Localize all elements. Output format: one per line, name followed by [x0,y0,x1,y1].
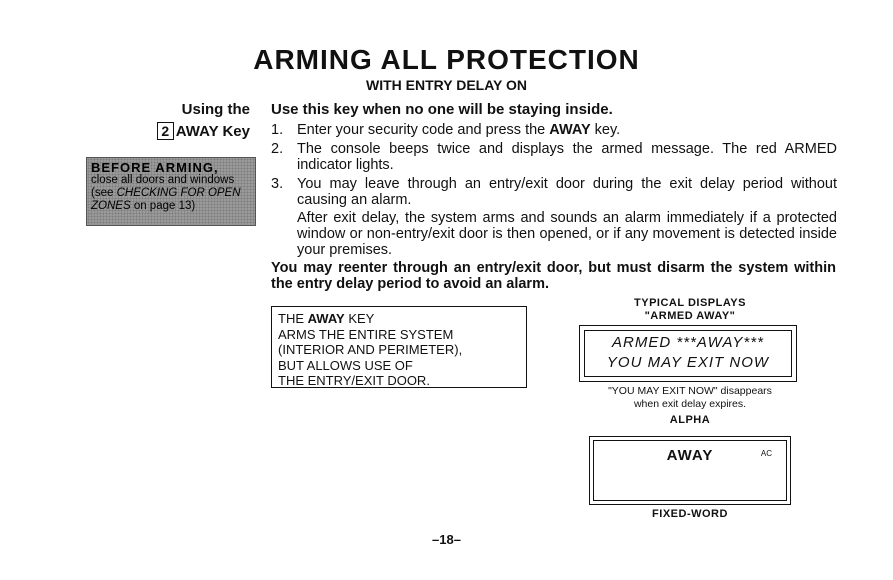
side-heading-using: Using the [181,101,250,118]
reenter-warning: You may reenter through an entry/exit door, but must disarm the system within the entry delay period to avoid an alarm. [271,260,836,292]
after-exit-delay-text: After exit delay, the system arms and sounds an alarm immediately if a protected window or non-entry/exit door is then opened, or if any movement is detected inside your premises. [297,210,837,258]
step-text: The console beeps twice and displays the armed message. The red ARMED indicator lights. [297,141,837,173]
fixed-word-label: FIXED-WORD [652,508,728,520]
fixed-word-display [589,436,791,505]
alpha-note-line2: when exit delay expires. [633,398,747,410]
away-key-line5: THE ENTRY/EXIT DOOR. [278,373,430,388]
intro-text: Use this key when no one will be staying inside. [271,101,613,118]
alpha-note-line1: "YOU MAY EXIT NOW" disappears [608,385,772,397]
before-arming-line3: ZONES on page 13) [91,200,196,212]
armed-away-heading: "ARMED AWAY" [644,310,736,322]
step-number: 3. [271,176,284,192]
side-key-name: AWAY Key [175,122,250,140]
ac-indicator: AC [760,449,772,458]
step-text: You may leave through an entry/exit door during the exit delay period without causing an alarm. [297,176,837,208]
page-number: –18– [432,532,461,547]
step-number: 2. [271,141,284,157]
before-arming-line2: (see CHECKING FOR OPEN [91,187,241,199]
page-title: ARMING ALL PROTECTION [253,44,640,75]
step-text: Enter your security code and press the AWAY key. [297,122,621,138]
before-arming-line1: close all doors and windows [91,174,235,186]
away-key-line4: BUT ALLOWS USE OF [278,357,413,373]
before-arming-heading: BEFORE ARMING, [91,160,219,175]
before-arming-box [86,157,256,226]
away-key-box [271,306,527,388]
typical-displays-heading: TYPICAL DISPLAYS [634,297,746,309]
page-subtitle: WITH ENTRY DELAY ON [365,77,528,93]
side-heading-key [157,122,250,140]
alpha-display-line1: ARMED ***AWAY*** [612,334,764,351]
away-key-line2: ARMS THE ENTIRE SYSTEM [278,326,454,342]
fixed-word-text: AWAY [666,447,714,464]
away-key-line1: THE AWAY KEY [278,311,375,326]
alpha-label: ALPHA [669,414,711,426]
away-key-line3: (INTERIOR AND PERIMETER), [278,342,463,357]
key-number-icon: 2 [157,122,174,140]
step-number: 1. [271,122,284,138]
alpha-display-line2: YOU MAY EXIT NOW [606,354,770,371]
alpha-display [579,325,797,382]
